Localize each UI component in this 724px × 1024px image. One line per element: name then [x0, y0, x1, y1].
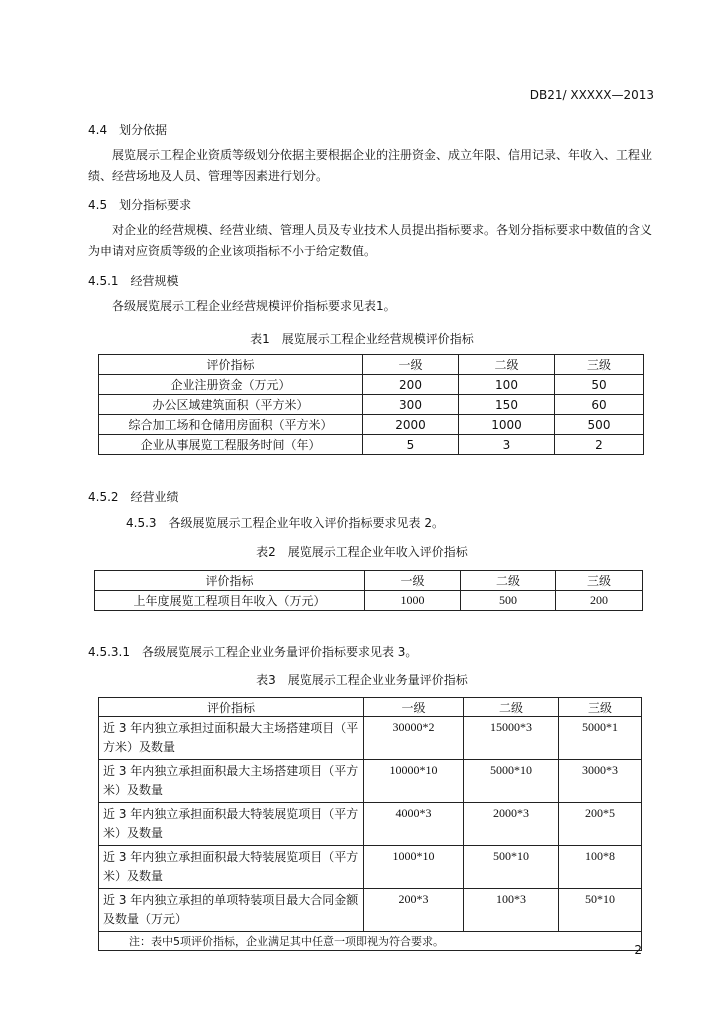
- table3-cell: 近 3 年内独立承担面积最大主场搭建项目（平方米）及数量: [99, 760, 364, 803]
- page-number: 2: [634, 943, 642, 957]
- section-4-5-3-text: 4.5.3 各级展览展示工程企业年收入评价指标要求见表 2。: [126, 516, 444, 530]
- section-4-5-title: 4.5 划分指标要求: [88, 198, 192, 212]
- table1-cell: 企业从事展览工程服务时间（年）: [99, 435, 363, 455]
- table1-header-cell: 二级: [459, 355, 555, 375]
- table1-cell: 综合加工场和仓储用房面积（平方米）: [99, 415, 363, 435]
- table1-row: [99, 375, 644, 395]
- table1-cell: 1000: [459, 415, 555, 435]
- table3-cell: 近 3 年内独立承担面积最大特装展览项目（平方米）及数量: [99, 803, 364, 846]
- table3-cell: 500*10: [464, 846, 559, 889]
- table2-caption: 表2 展览展示工程企业年收入评价指标: [256, 545, 468, 559]
- table3-cell: 近 3 年内独立承担面积最大特装展览项目（平方米）及数量: [99, 846, 364, 889]
- table1-header-cell: 一级: [363, 355, 459, 375]
- table3-row: [99, 760, 642, 803]
- table2-header-cell: 一级: [365, 571, 461, 591]
- table2-cell: 上年度展览工程项目年收入（万元）: [95, 591, 365, 611]
- table2-header-row: [95, 571, 643, 591]
- table3-header-cell: 二级: [464, 698, 559, 717]
- table1-cell: 60: [555, 395, 644, 415]
- table2-header-cell: 评价指标: [95, 571, 365, 591]
- table3-cell: 10000*10: [364, 760, 464, 803]
- table1-cell: 500: [555, 415, 644, 435]
- table3-caption: 表3 展览展示工程企业业务量评价指标: [256, 673, 468, 687]
- table3-header-row: [99, 698, 642, 717]
- doc-code: DB21/ XXXXX—2013: [529, 88, 654, 102]
- section-4-4-body: 展览展示工程企业资质等级划分依据主要根据企业的注册资金、成立年限、信用记录、年收入、工程业绩、经营场地及人员、管理等因素进行划分。: [88, 148, 653, 183]
- table1-cell: 300: [363, 395, 459, 415]
- table3-cell: 4000*3: [364, 803, 464, 846]
- table3-header-cell: 一级: [364, 698, 464, 717]
- table1-cell: 150: [459, 395, 555, 415]
- table1-header-cell: 评价指标: [99, 355, 363, 375]
- table3-note: 注：表中5项评价指标，企业满足其中任意一项即视为符合要求。: [99, 932, 642, 951]
- table3-note-row: [99, 932, 642, 951]
- section-4-5-2-title: 4.5.2 经营业绩: [88, 490, 179, 504]
- table2-row: [95, 591, 643, 611]
- table3-cell: 200*5: [559, 803, 642, 846]
- table2-cell: 500: [461, 591, 556, 611]
- section-4-4-title: 4.4 划分依据: [88, 123, 168, 137]
- table2-cell: 1000: [365, 591, 461, 611]
- table3-cell: 近 3 年内独立承担过面积最大主场搭建项目（平方米）及数量: [99, 717, 364, 760]
- table3-row: [99, 717, 642, 760]
- table2-header-cell: 二级: [461, 571, 556, 591]
- table3-cell: 15000*3: [464, 717, 559, 760]
- table3: [98, 697, 642, 951]
- table3-cell: 2000*3: [464, 803, 559, 846]
- table1-row: [99, 415, 644, 435]
- table1-row: [99, 435, 644, 455]
- table3-cell: 5000*1: [559, 717, 642, 760]
- table3-header-cell: 评价指标: [99, 698, 364, 717]
- table3-cell: 5000*10: [464, 760, 559, 803]
- table3-cell: 100*8: [559, 846, 642, 889]
- table3-cell: 3000*3: [559, 760, 642, 803]
- table2: [94, 570, 643, 611]
- table3-cell: 1000*10: [364, 846, 464, 889]
- table3-cell: 30000*2: [364, 717, 464, 760]
- table2-cell: 200: [556, 591, 643, 611]
- table3-cell: 50*10: [559, 889, 642, 932]
- table3-cell: 200*3: [364, 889, 464, 932]
- table1-cell: 3: [459, 435, 555, 455]
- table3-row: [99, 803, 642, 846]
- table1-cell: 200: [363, 375, 459, 395]
- table2-header-cell: 三级: [556, 571, 643, 591]
- table1-cell: 5: [363, 435, 459, 455]
- table1-cell: 50: [555, 375, 644, 395]
- table1: [98, 354, 644, 455]
- section-4-5-3-1-text: 4.5.3.1 各级展览展示工程企业业务量评价指标要求见表 3。: [88, 645, 418, 659]
- table1-cell: 100: [459, 375, 555, 395]
- section-4-5-body: 对企业的经营规模、经营业绩、管理人员及专业技术人员提出指标要求。各划分指标要求中数值的含义为申请对应资质等级的企业该项指标不小于给定数值。: [88, 223, 653, 258]
- table3-header-cell: 三级: [559, 698, 642, 717]
- section-4-5-1-title: 4.5.1 经营规模: [88, 274, 179, 288]
- table3-cell: 近 3 年内独立承担的单项特装项目最大合同金额及数量（万元）: [99, 889, 364, 932]
- table1-row: [99, 395, 644, 415]
- table1-cell: 办公区域建筑面积（平方米）: [99, 395, 363, 415]
- table1-header-row: [99, 355, 644, 375]
- table1-cell: 企业注册资金（万元）: [99, 375, 363, 395]
- table1-cell: 2000: [363, 415, 459, 435]
- section-4-5-1-body: 各级展览展示工程企业经营规模评价指标要求见表1。: [112, 299, 396, 313]
- table3-cell: 100*3: [464, 889, 559, 932]
- table1-header-cell: 三级: [555, 355, 644, 375]
- table3-row: [99, 889, 642, 932]
- table1-caption: 表1 展览展示工程企业经营规模评价指标: [250, 332, 474, 346]
- table1-cell: 2: [555, 435, 644, 455]
- table3-row: [99, 846, 642, 889]
